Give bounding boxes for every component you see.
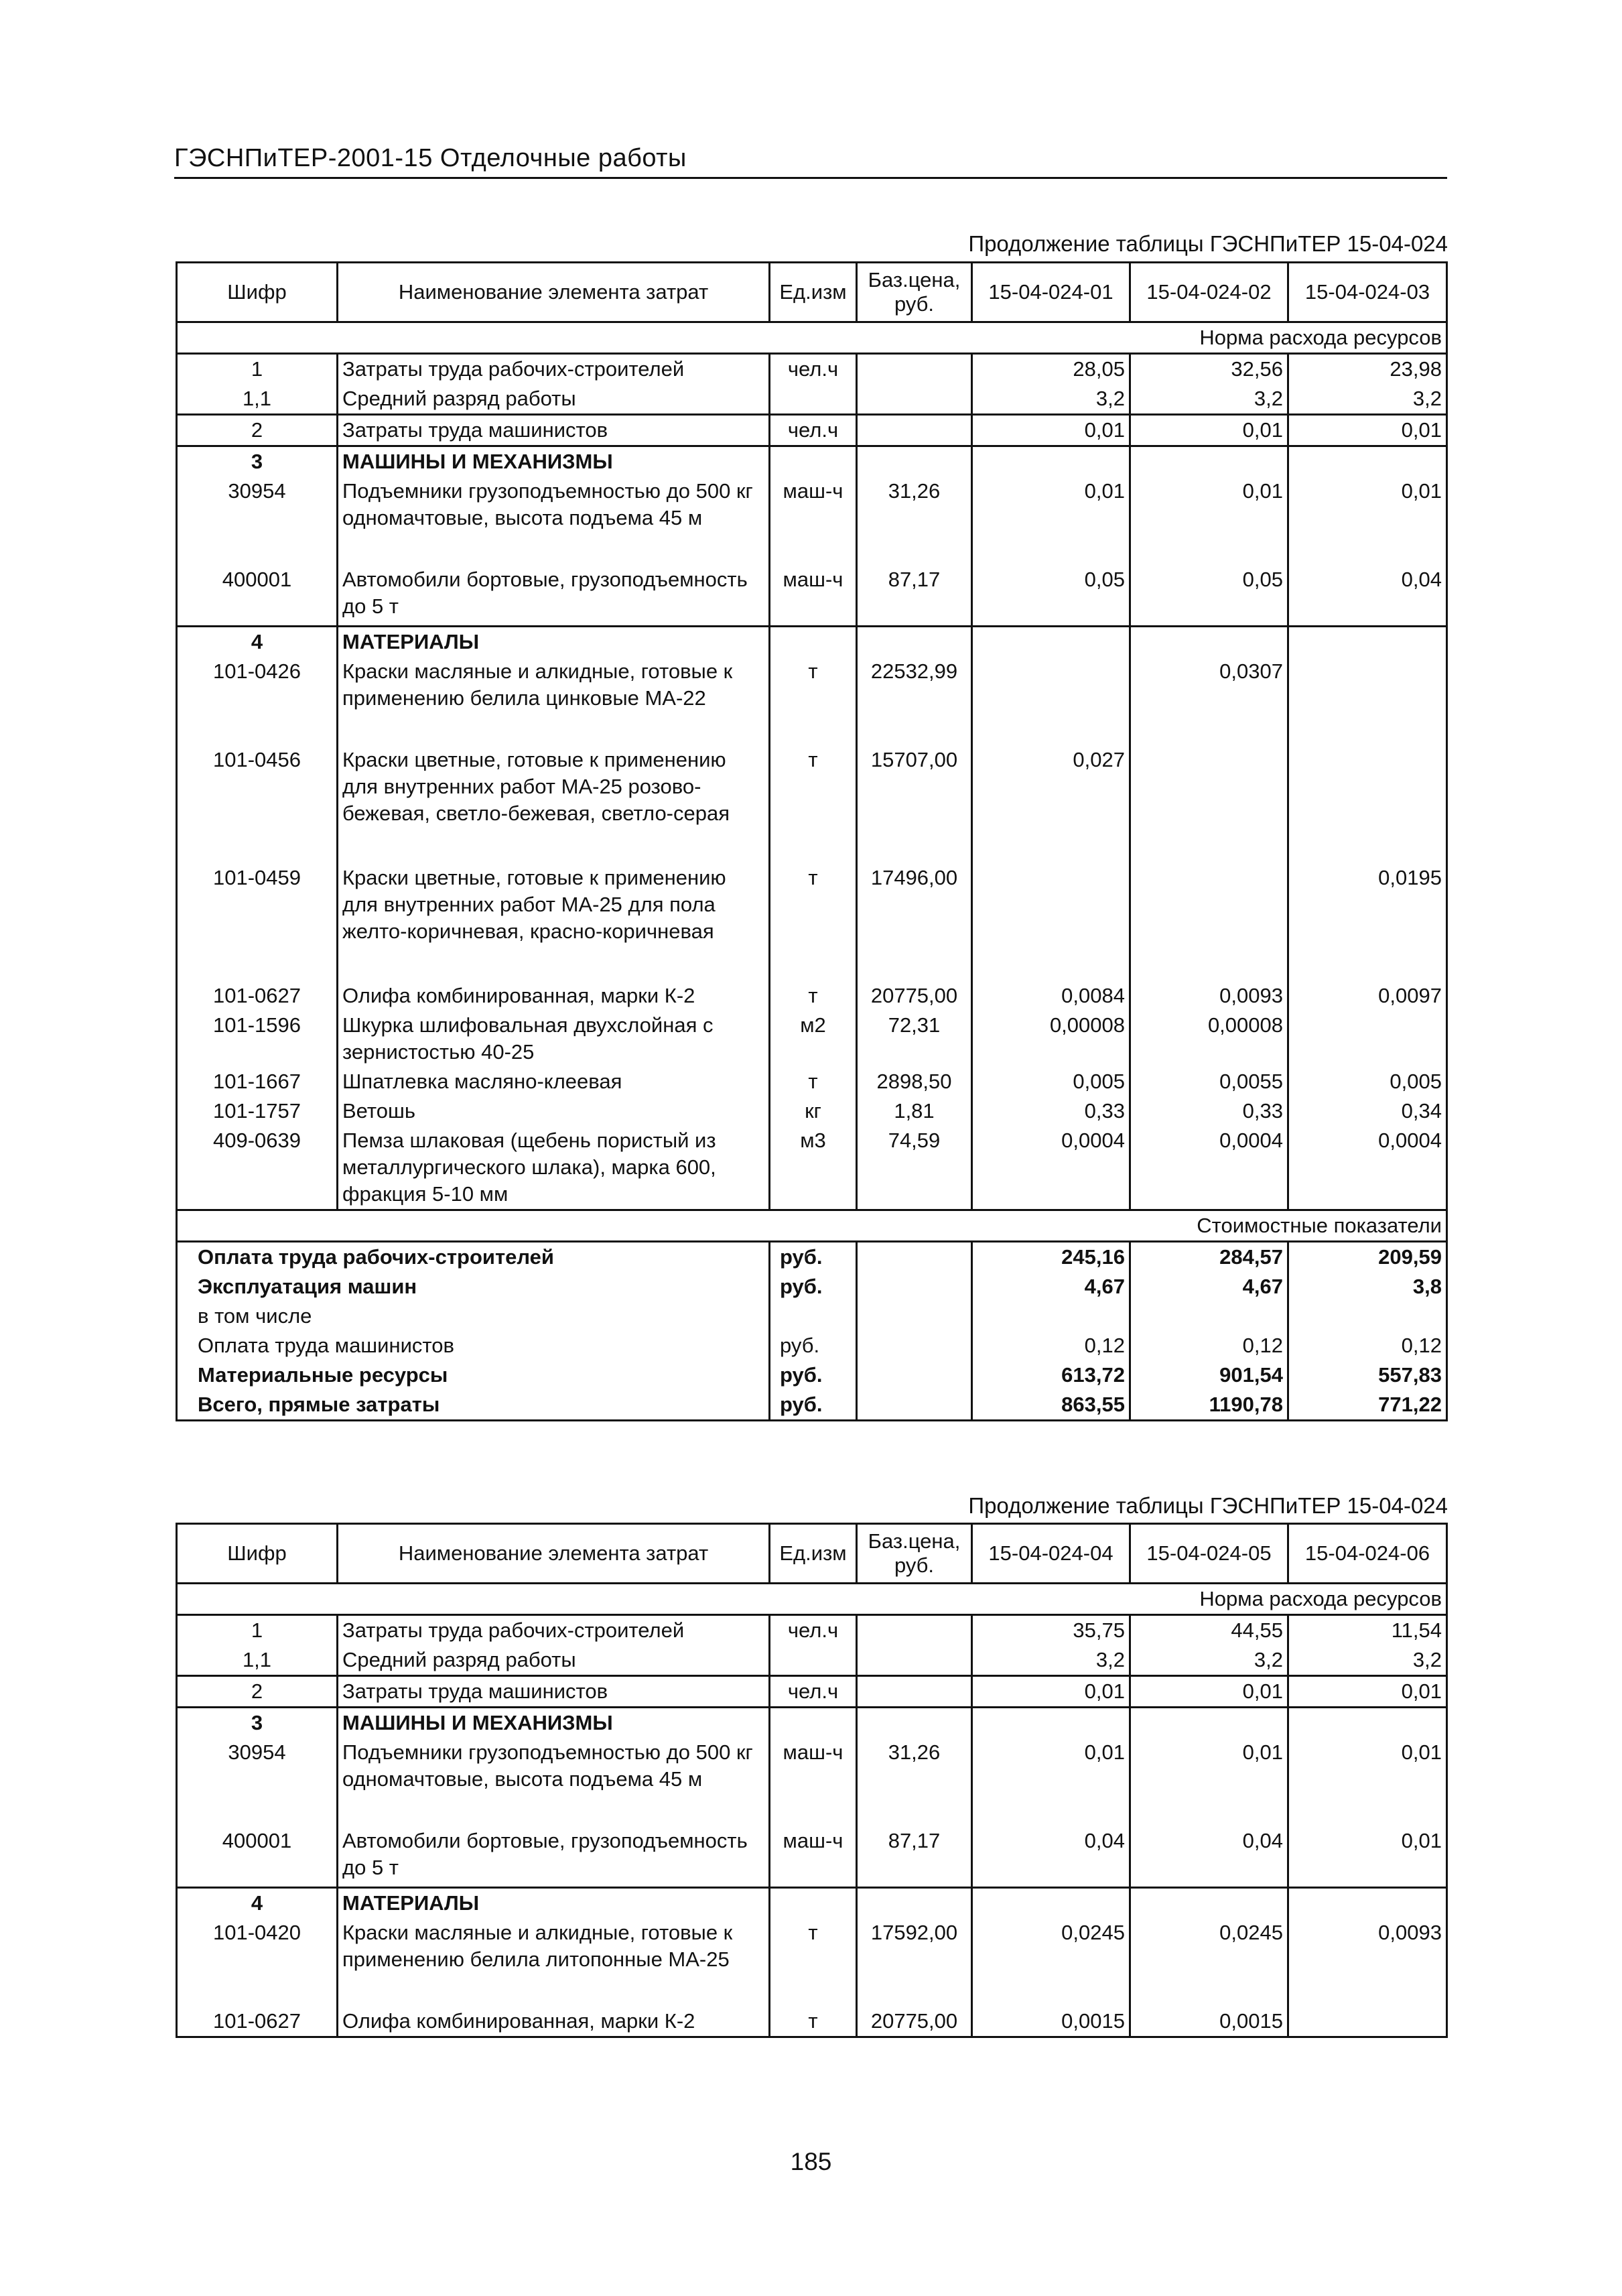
row-value: 0,33 bbox=[972, 1096, 1130, 1126]
row-value bbox=[972, 657, 1130, 745]
row-value: 0,0004 bbox=[972, 1126, 1130, 1210]
row-unit: кг bbox=[770, 1096, 857, 1126]
cost-value: 901,54 bbox=[1130, 1360, 1288, 1390]
cost-value bbox=[1288, 1301, 1447, 1331]
row-value: 0,0245 bbox=[1130, 1918, 1288, 2006]
row-name: Затраты труда машинистов bbox=[338, 1676, 770, 1708]
row-value bbox=[1288, 657, 1447, 745]
row-value: 35,75 bbox=[972, 1615, 1130, 1646]
row-price: 1,81 bbox=[857, 1096, 972, 1126]
col-unit-header: Ед.изм bbox=[770, 1524, 857, 1584]
row-value: 0,01 bbox=[972, 415, 1130, 446]
col-norm-header: 15-04-024-01 bbox=[972, 263, 1130, 322]
table-row bbox=[177, 1676, 1447, 1708]
row-unit: т bbox=[770, 1918, 857, 2006]
row-name: Автомобили бортовые, грузоподъемность до 5 т bbox=[338, 565, 770, 627]
row-price: 87,17 bbox=[857, 565, 972, 627]
row-value bbox=[1288, 2006, 1447, 2037]
cost-label: Оплата труда рабочих-строителей bbox=[177, 1242, 770, 1273]
table-row bbox=[177, 354, 1447, 385]
row-price bbox=[857, 1645, 972, 1676]
row-unit bbox=[770, 1645, 857, 1676]
table-row bbox=[177, 476, 1447, 565]
row-value: 3,2 bbox=[1130, 384, 1288, 415]
cost-row bbox=[177, 1272, 1447, 1301]
cost-value: 4,67 bbox=[972, 1272, 1130, 1301]
row-unit: маш-ч bbox=[770, 1738, 857, 1826]
row-code: 101-1757 bbox=[177, 1096, 338, 1126]
row-value: 0,05 bbox=[972, 565, 1130, 627]
row-price: 72,31 bbox=[857, 1011, 972, 1067]
row-value: 0,01 bbox=[1288, 1738, 1447, 1826]
row-name: Ветошь bbox=[338, 1096, 770, 1126]
row-value: 0,0245 bbox=[972, 1918, 1130, 2006]
row-code: 4 bbox=[177, 627, 338, 657]
row-name: Шкурка шлифовальная двухслойная с зернистостью 40-25 bbox=[338, 1011, 770, 1067]
row-value: 0,01 bbox=[972, 476, 1130, 565]
table-row bbox=[177, 1067, 1447, 1096]
cost-value: 4,67 bbox=[1130, 1272, 1288, 1301]
row-value: 0,0097 bbox=[1288, 981, 1447, 1011]
norm-table-2 bbox=[176, 1523, 1448, 2038]
row-code: 3 bbox=[177, 446, 338, 477]
row-value bbox=[972, 863, 1130, 981]
row-name: Подъемники грузоподъемностью до 500 кг одномачтовые, высота подъема 45 м bbox=[338, 476, 770, 565]
row-price: 15707,00 bbox=[857, 745, 972, 863]
row-unit: чел.ч bbox=[770, 1676, 857, 1708]
table1-caption: Продолжение таблицы ГЭСНПиТЕР 15-04-024 bbox=[968, 231, 1448, 256]
row-price bbox=[857, 1676, 972, 1708]
row-name: Затраты труда рабочих-строителей bbox=[338, 1615, 770, 1646]
row-price bbox=[857, 415, 972, 446]
row-value: 0,01 bbox=[1130, 476, 1288, 565]
row-value: 3,2 bbox=[1130, 1645, 1288, 1676]
row-value: 0,01 bbox=[1288, 1676, 1447, 1708]
row-price: 31,26 bbox=[857, 476, 972, 565]
row-value: 0,33 bbox=[1130, 1096, 1288, 1126]
col-norm-header: 15-04-024-05 bbox=[1130, 1524, 1288, 1584]
table2-caption: Продолжение таблицы ГЭСНПиТЕР 15-04-024 bbox=[968, 1493, 1448, 1518]
row-code: 101-0459 bbox=[177, 863, 338, 981]
row-unit: чел.ч bbox=[770, 1615, 857, 1646]
cost-value: 0,12 bbox=[1130, 1331, 1288, 1360]
row-unit: т bbox=[770, 863, 857, 981]
row-price: 22532,99 bbox=[857, 657, 972, 745]
row-value: 3,2 bbox=[972, 384, 1130, 415]
row-code: 101-0456 bbox=[177, 745, 338, 863]
section-row bbox=[177, 627, 1447, 657]
row-code: 4 bbox=[177, 1888, 338, 1919]
col-name-header: Наименование элемента затрат bbox=[338, 263, 770, 322]
row-value bbox=[1288, 745, 1447, 863]
row-value: 0,0015 bbox=[972, 2006, 1130, 2037]
row-value: 0,0307 bbox=[1130, 657, 1288, 745]
row-code: 400001 bbox=[177, 1826, 338, 1888]
row-value: 0,0084 bbox=[972, 981, 1130, 1011]
row-value: 0,04 bbox=[972, 1826, 1130, 1888]
section-row bbox=[177, 1708, 1447, 1738]
row-value: 32,56 bbox=[1130, 354, 1288, 385]
row-value: 0,00008 bbox=[1130, 1011, 1288, 1067]
norm-band: Норма расхода ресурсов bbox=[177, 1584, 1447, 1615]
table-row bbox=[177, 384, 1447, 415]
row-unit: т bbox=[770, 1067, 857, 1096]
row-name: Подъемники грузоподъемностью до 500 кг одномачтовые, высота подъема 45 м bbox=[338, 1738, 770, 1826]
row-code: 1,1 bbox=[177, 384, 338, 415]
row-value bbox=[1130, 745, 1288, 863]
table-row bbox=[177, 415, 1447, 446]
row-unit: т bbox=[770, 981, 857, 1011]
cost-row bbox=[177, 1301, 1447, 1331]
row-value: 0,34 bbox=[1288, 1096, 1447, 1126]
cost-row bbox=[177, 1390, 1447, 1421]
row-price: 87,17 bbox=[857, 1826, 972, 1888]
cost-value: 209,59 bbox=[1288, 1242, 1447, 1273]
row-value: 3,2 bbox=[1288, 384, 1447, 415]
row-name: Олифа комбинированная, марки К-2 bbox=[338, 981, 770, 1011]
cost-value: 771,22 bbox=[1288, 1390, 1447, 1421]
col-norm-header: 15-04-024-06 bbox=[1288, 1524, 1447, 1584]
row-value: 0,01 bbox=[1288, 476, 1447, 565]
row-value: 3,2 bbox=[972, 1645, 1130, 1676]
table-row bbox=[177, 981, 1447, 1011]
table-row bbox=[177, 657, 1447, 745]
row-value: 0,0093 bbox=[1288, 1918, 1447, 2006]
row-value: 0,01 bbox=[1130, 415, 1288, 446]
cost-value: 284,57 bbox=[1130, 1242, 1288, 1273]
row-code: 1,1 bbox=[177, 1645, 338, 1676]
row-unit: т bbox=[770, 657, 857, 745]
row-unit: маш-ч bbox=[770, 565, 857, 627]
table-row bbox=[177, 1738, 1447, 1826]
row-code: 409-0639 bbox=[177, 1126, 338, 1210]
row-name: Краски масляные и алкидные, готовые к применению белила цинковые МА-22 bbox=[338, 657, 770, 745]
row-unit: т bbox=[770, 745, 857, 863]
row-unit: маш-ч bbox=[770, 476, 857, 565]
row-price bbox=[857, 354, 972, 385]
cost-value: 1190,78 bbox=[1130, 1390, 1288, 1421]
row-value: 0,005 bbox=[972, 1067, 1130, 1096]
row-value: 0,01 bbox=[1288, 1826, 1447, 1888]
norm-table-1 bbox=[176, 261, 1448, 1421]
cost-value bbox=[1130, 1301, 1288, 1331]
row-price: 17592,00 bbox=[857, 1918, 972, 2006]
row-name: Краски цветные, готовые к применению для внутренних работ МА-25 для пола желто-коричневая, красно-коричневая bbox=[338, 863, 770, 981]
row-value bbox=[1288, 1011, 1447, 1067]
row-value: 0,0015 bbox=[1130, 2006, 1288, 2037]
cost-label: в том числе bbox=[177, 1301, 770, 1331]
table-row bbox=[177, 1918, 1447, 2006]
section-row bbox=[177, 446, 1447, 477]
row-code: 101-0420 bbox=[177, 1918, 338, 2006]
row-name: Краски цветные, готовые к применению для внутренних работ МА-25 розово-бежевая, светло-бежевая, светло-серая bbox=[338, 745, 770, 863]
page-number: 185 bbox=[790, 2148, 832, 2175]
cost-value bbox=[972, 1301, 1130, 1331]
row-value: 23,98 bbox=[1288, 354, 1447, 385]
row-code: 101-1596 bbox=[177, 1011, 338, 1067]
row-value: 0,0004 bbox=[1288, 1126, 1447, 1210]
row-value: 0,027 bbox=[972, 745, 1130, 863]
page-header: ГЭСНПиТЕР-2001-15 Отделочные работы bbox=[174, 144, 1447, 179]
row-code: 101-0426 bbox=[177, 657, 338, 745]
row-name: Краски масляные и алкидные, готовые к применению белила литопонные МА-25 bbox=[338, 1918, 770, 2006]
row-code: 101-0627 bbox=[177, 2006, 338, 2037]
row-price: 17496,00 bbox=[857, 863, 972, 981]
row-code: 30954 bbox=[177, 1738, 338, 1826]
row-code: 101-1667 bbox=[177, 1067, 338, 1096]
row-value: 0,01 bbox=[972, 1738, 1130, 1826]
norm-band: Норма расхода ресурсов bbox=[177, 322, 1447, 354]
row-value: 3,2 bbox=[1288, 1645, 1447, 1676]
col-code-header: Шифр bbox=[177, 1524, 338, 1584]
row-name: Затраты труда рабочих-строителей bbox=[338, 354, 770, 385]
row-code: 1 bbox=[177, 354, 338, 385]
table-row bbox=[177, 1011, 1447, 1067]
row-value: 0,04 bbox=[1288, 565, 1447, 627]
row-code: 400001 bbox=[177, 565, 338, 627]
cost-value: 0,12 bbox=[972, 1331, 1130, 1360]
row-value: 0,0055 bbox=[1130, 1067, 1288, 1096]
col-unit-header: Ед.изм bbox=[770, 263, 857, 322]
row-unit: чел.ч bbox=[770, 354, 857, 385]
cost-label: Всего, прямые затраты bbox=[177, 1390, 770, 1421]
row-value: 0,005 bbox=[1288, 1067, 1447, 1096]
row-value: 0,01 bbox=[972, 1676, 1130, 1708]
table-row bbox=[177, 745, 1447, 863]
row-price bbox=[857, 384, 972, 415]
cost-value: 557,83 bbox=[1288, 1360, 1447, 1390]
row-price bbox=[857, 1615, 972, 1646]
row-value: 0,01 bbox=[1130, 1738, 1288, 1826]
row-unit: чел.ч bbox=[770, 415, 857, 446]
cost-row bbox=[177, 1360, 1447, 1390]
col-norm-header: 15-04-024-04 bbox=[972, 1524, 1130, 1584]
row-value: 0,00008 bbox=[972, 1011, 1130, 1067]
row-name: Пемза шлаковая (щебень пористый из металлургического шлака), марка 600, фракция 5-10 мм bbox=[338, 1126, 770, 1210]
cost-row bbox=[177, 1242, 1447, 1273]
section-title: МАШИНЫ И МЕХАНИЗМЫ bbox=[338, 446, 770, 477]
table-row bbox=[177, 863, 1447, 981]
cost-unit: руб. bbox=[770, 1390, 857, 1421]
table-row bbox=[177, 1615, 1447, 1646]
cost-value: 0,12 bbox=[1288, 1331, 1447, 1360]
table-row bbox=[177, 1645, 1447, 1676]
cost-unit: руб. bbox=[770, 1331, 857, 1360]
row-price: 2898,50 bbox=[857, 1067, 972, 1096]
row-value: 11,54 bbox=[1288, 1615, 1447, 1646]
cost-value: 863,55 bbox=[972, 1390, 1130, 1421]
row-name: Средний разряд работы bbox=[338, 384, 770, 415]
row-value: 0,01 bbox=[1130, 1676, 1288, 1708]
row-price: 20775,00 bbox=[857, 981, 972, 1011]
row-unit: м3 bbox=[770, 1126, 857, 1210]
cost-label: Материальные ресурсы bbox=[177, 1360, 770, 1390]
row-name: Средний разряд работы bbox=[338, 1645, 770, 1676]
row-code: 1 bbox=[177, 1615, 338, 1646]
row-value: 0,01 bbox=[1288, 415, 1447, 446]
row-value: 0,0093 bbox=[1130, 981, 1288, 1011]
cost-unit: руб. bbox=[770, 1360, 857, 1390]
table-row bbox=[177, 1096, 1447, 1126]
table-row bbox=[177, 1826, 1447, 1888]
row-code: 2 bbox=[177, 1676, 338, 1708]
col-code-header: Шифр bbox=[177, 263, 338, 322]
row-unit: м2 bbox=[770, 1011, 857, 1067]
row-value: 0,04 bbox=[1130, 1826, 1288, 1888]
cost-value: 3,8 bbox=[1288, 1272, 1447, 1301]
row-code: 30954 bbox=[177, 476, 338, 565]
row-price: 74,59 bbox=[857, 1126, 972, 1210]
col-price-header: Баз.цена, руб. bbox=[857, 1524, 972, 1584]
row-value: 0,0004 bbox=[1130, 1126, 1288, 1210]
cost-row bbox=[177, 1331, 1447, 1360]
row-name: Автомобили бортовые, грузоподъемность до 5 т bbox=[338, 1826, 770, 1888]
cost-unit bbox=[770, 1301, 857, 1331]
cost-value: 245,16 bbox=[972, 1242, 1130, 1273]
row-code: 101-0627 bbox=[177, 981, 338, 1011]
col-name-header: Наименование элемента затрат bbox=[338, 1524, 770, 1584]
row-value: 44,55 bbox=[1130, 1615, 1288, 1646]
row-price: 31,26 bbox=[857, 1738, 972, 1826]
cost-unit: руб. bbox=[770, 1272, 857, 1301]
table-row bbox=[177, 2006, 1447, 2037]
row-value: 0,05 bbox=[1130, 565, 1288, 627]
cost-unit: руб. bbox=[770, 1242, 857, 1273]
row-name: Олифа комбинированная, марки К-2 bbox=[338, 2006, 770, 2037]
cost-value: 613,72 bbox=[972, 1360, 1130, 1390]
row-unit: т bbox=[770, 2006, 857, 2037]
cost-band: Стоимостные показатели bbox=[177, 1210, 1447, 1242]
table-row bbox=[177, 1126, 1447, 1210]
row-code: 2 bbox=[177, 415, 338, 446]
row-value: 28,05 bbox=[972, 354, 1130, 385]
row-name: Шпатлевка масляно-клеевая bbox=[338, 1067, 770, 1096]
row-value bbox=[1130, 863, 1288, 981]
row-unit bbox=[770, 384, 857, 415]
col-norm-header: 15-04-024-02 bbox=[1130, 263, 1288, 322]
col-norm-header: 15-04-024-03 bbox=[1288, 263, 1447, 322]
row-value: 0,0195 bbox=[1288, 863, 1447, 981]
table-row bbox=[177, 565, 1447, 627]
cost-label: Оплата труда машинистов bbox=[177, 1331, 770, 1360]
row-price: 20775,00 bbox=[857, 2006, 972, 2037]
row-unit: маш-ч bbox=[770, 1826, 857, 1888]
col-price-header: Баз.цена, руб. bbox=[857, 263, 972, 322]
section-row bbox=[177, 1888, 1447, 1919]
section-title: МАТЕРИАЛЫ bbox=[338, 627, 770, 657]
row-code: 3 bbox=[177, 1708, 338, 1738]
section-title: МАШИНЫ И МЕХАНИЗМЫ bbox=[338, 1708, 770, 1738]
row-name: Затраты труда машинистов bbox=[338, 415, 770, 446]
section-title: МАТЕРИАЛЫ bbox=[338, 1888, 770, 1919]
cost-label: Эксплуатация машин bbox=[177, 1272, 770, 1301]
